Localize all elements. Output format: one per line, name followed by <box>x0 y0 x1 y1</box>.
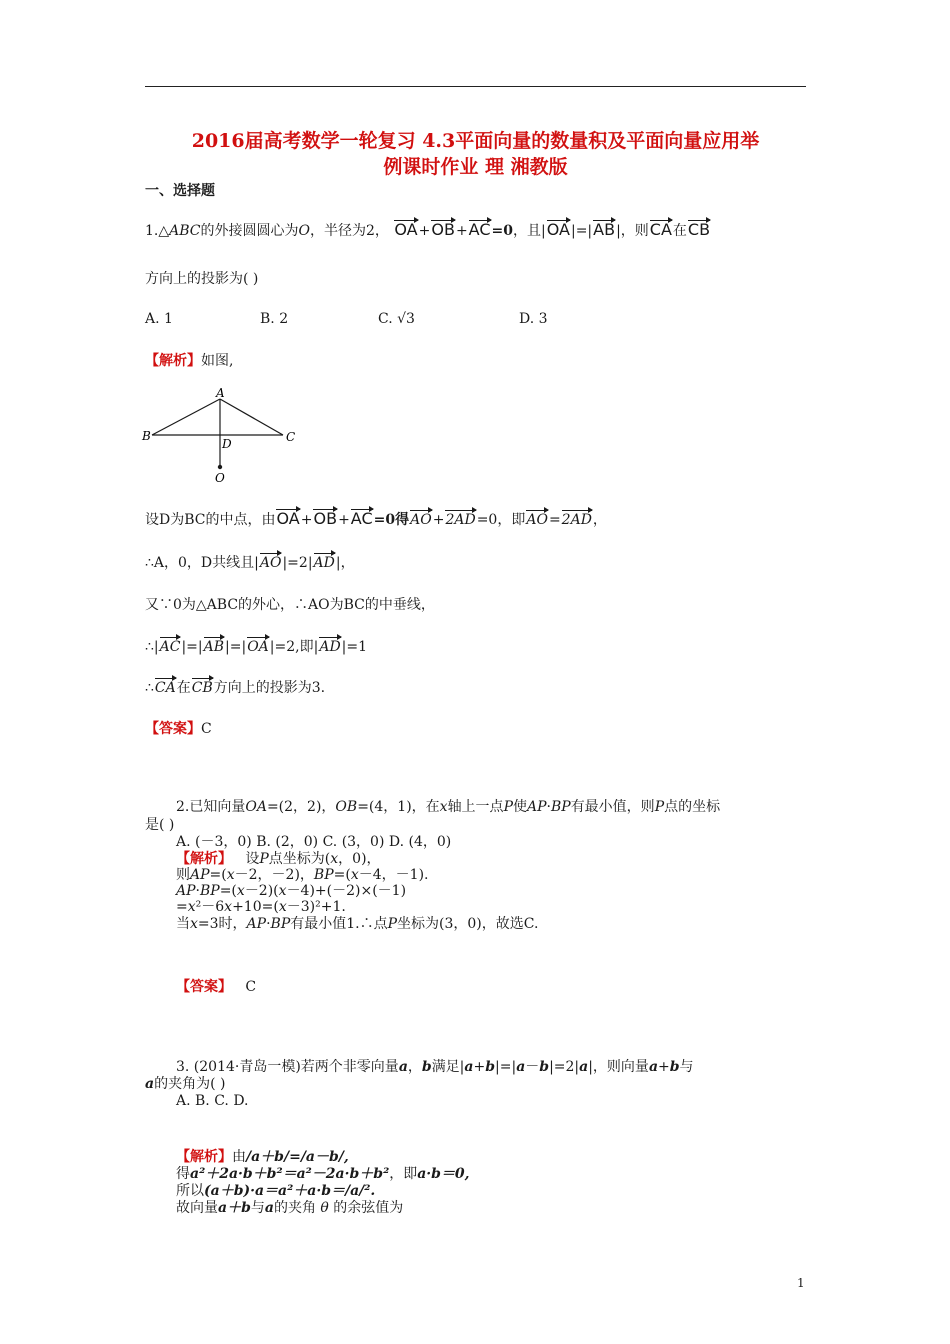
label-o: O <box>215 471 225 485</box>
segment-ab <box>152 399 220 435</box>
section-heading: 一、选择题 <box>145 183 215 199</box>
answer-label: 【答案】 <box>145 721 201 737</box>
sqrt-three: √3 <box>397 311 415 327</box>
q1-analysis-line-1: 设D为BC的中点，由OA+OB+AC=0得AO+2AD=0，即AO=2AD， <box>145 509 607 528</box>
label-d: D <box>222 437 232 451</box>
q1-option-b: B. 2 <box>260 311 289 327</box>
q2-stem-line-1: 2.已知向量OA=(2，2)，OB=(4，1)，在x轴上一点P使AP·BP有最小值，则P点的坐标 <box>176 799 721 815</box>
q1-stem-line-1: 1.△ABC的外接圆圆心为O，半径为2， OA+OB+AC=0，且|OA|=|AB|，则CA在CB <box>145 220 711 239</box>
vector-ca: CA <box>649 220 672 239</box>
q2-analysis-line-3: AP·BP=(x－2)(x－4)+(－2)×(－1) <box>176 883 407 899</box>
q1-analysis-line-4: ∴|AC|=|AB|=|OA|=2,即|AD|=1 <box>145 639 368 655</box>
q2-options: A. (－3，0) B. (2，0) C. (3，0) D. (4，0) <box>176 834 452 850</box>
doc-title-line-2: 例课时作业 理 湘教版 <box>383 156 568 178</box>
label-b: B <box>142 429 151 443</box>
vector-oa: OA <box>394 220 418 239</box>
q1-option-a: A. 1 <box>145 311 173 327</box>
analysis-label: 【解析】 <box>145 353 201 369</box>
q1-analysis-heading: 【解析】如图, <box>145 353 234 369</box>
q2-analysis-line-5: 当x=3时，AP·BP有最小值1.∴点P坐标为(3，0)，故选C. <box>176 916 539 932</box>
q3-analysis-line-4: 故向量a＋b与a的夹角 θ 的余弦值为 <box>176 1200 404 1216</box>
vector-ac: AC <box>468 220 491 239</box>
q2-analysis-line-1: 【解析】 设P点坐标为(x，0)， <box>176 851 381 867</box>
point-o <box>218 465 222 469</box>
q3-stem-line-2: a的夹角为( ) <box>145 1076 226 1092</box>
q3-analysis-line-3: 所以(a＋b)·a＝a²＋a·b＝/a/². <box>176 1183 376 1199</box>
vector-ab: AB <box>593 220 616 239</box>
q3-analysis-line-2: 得a²＋2a·b＋b²＝a²－2a·b＋b²，即a·b＝0, <box>176 1166 470 1182</box>
header-rule <box>145 86 806 87</box>
q1-analysis-line-2: ∴A，0，D共线且|AO|=2|AD|， <box>145 555 355 571</box>
q3-analysis-line-1: 【解析】由/a＋b/=/a－b/, <box>176 1149 349 1165</box>
vector-cb: CB <box>687 220 711 239</box>
page-number: 1 <box>797 1276 805 1290</box>
vector-ob: OB <box>431 220 455 239</box>
q2-stem-line-2: 是( ) <box>145 817 175 833</box>
q3-options: A. B. C. D. <box>176 1093 249 1109</box>
q1-answer: 【答案】C <box>145 721 212 737</box>
q3-stem-line-1: 3. (2014·青岛一模)若两个非零向量a，b满足|a+b|=|a－b|=2|a|，则向量a+b与 <box>176 1059 694 1075</box>
doc-title-line-1: 2016届高考数学一轮复习 4.3平面向量的数量积及平面向量应用举 <box>191 130 760 152</box>
q1-stem-line-2: 方向上的投影为( ) <box>145 271 259 287</box>
q1-analysis-line-3: 又∵0为△ABC的外心，∴AO为BC的中垂线， <box>145 597 435 613</box>
q1-analysis-line-5: ∴CA在CB方向上的投影为3. <box>145 680 326 696</box>
q1-option-d: D. 3 <box>519 311 548 327</box>
q2-analysis-line-4: =x²－6x+10=(x－3)²+1. <box>176 899 346 915</box>
q2-answer: 【答案】 C <box>176 979 257 995</box>
triangle-figure <box>140 385 310 485</box>
label-c: C <box>286 430 296 444</box>
segment-ac <box>220 399 283 435</box>
q1-option-c: C. √3 <box>378 311 415 327</box>
label-a: A <box>216 386 225 400</box>
q2-analysis-line-2: 则AP=(x－2，－2)，BP=(x－4，－1). <box>176 867 429 883</box>
